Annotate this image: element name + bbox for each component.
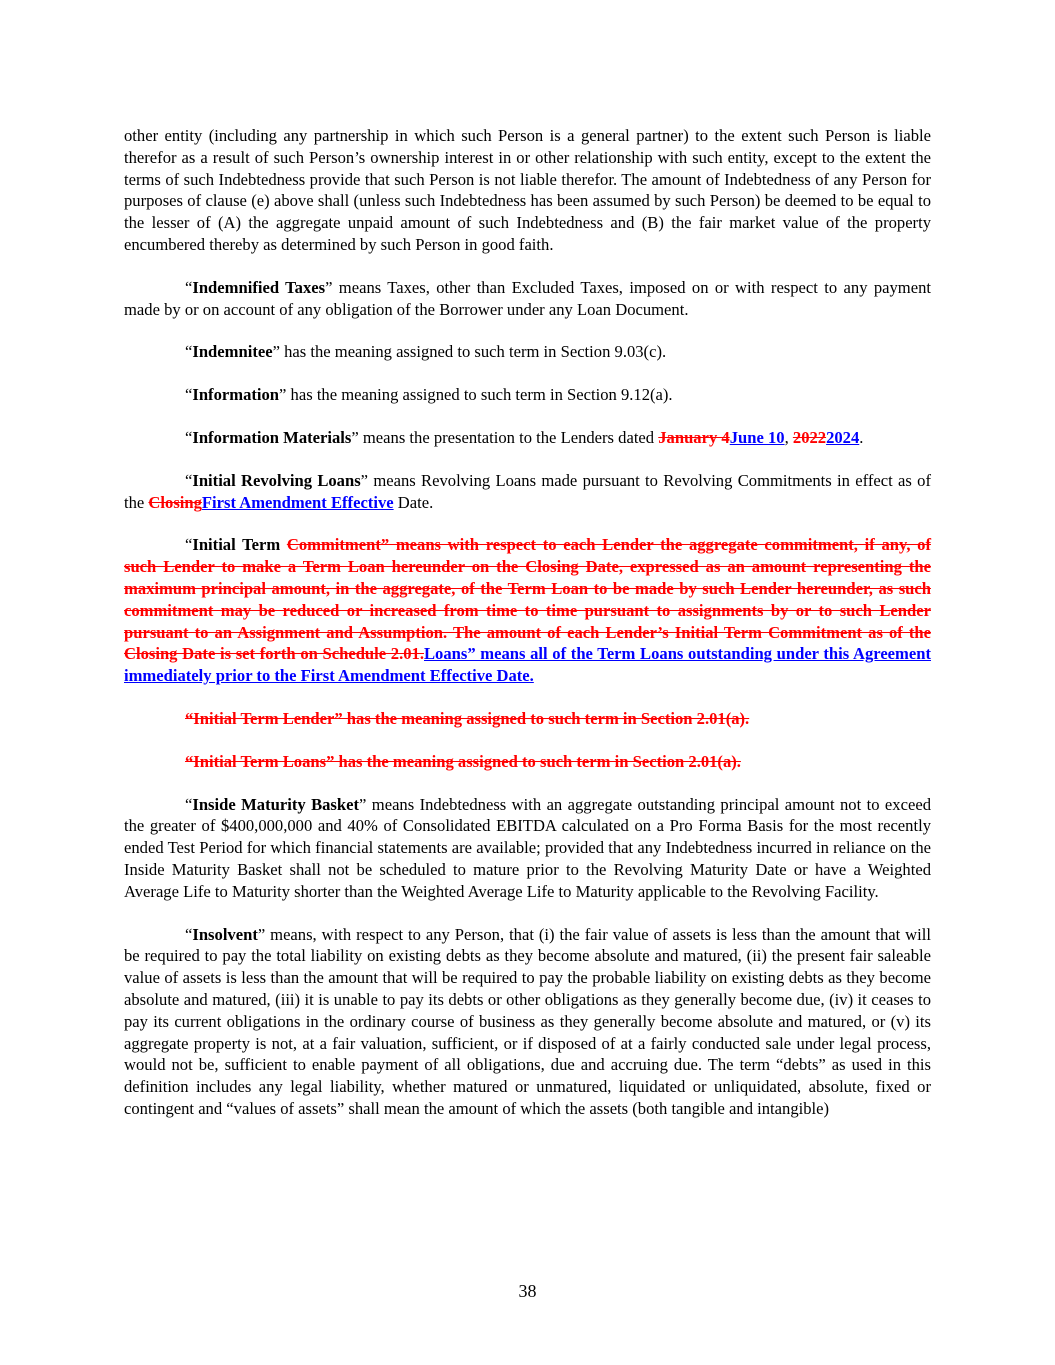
deleted-text: Closing xyxy=(148,492,202,512)
definition-initial-term: “Initial Term Commitment” means with respect to each Lender the aggregate commitment, if any, of such Lender to make a Term Loan hereunder on the Closing Date, expressed as an amount representing the maximum principal amount, in the aggregate, of the Term Loan to be made by such Lender hereunder, as such commitment may be reduced or increased from time to time pursuant to assignments by or to such Lender pursuant to an Assignment and Assumption. The amount of each Lender’s Initial Term Commitment as of the Closing Date is set forth on Schedule 2.01.Loans” means all of the Term Loans outstanding under this Agreement immediately prior to the First Amendment Effective Date. xyxy=(124,535,931,686)
definition-inside-maturity-basket: “Inside Maturity Basket” means Indebtedness with an aggregate outstanding principal amount not to exceed the greater of $400,000,000 and 40% of Consolidated EBITDA calculated on a Pro Forma Basis for the most recently ended Test Period for which financial statements are available; provided that any Indebtedness incurred in reliance on the Inside Maturity Basket shall not be scheduled to mature prior to the Revolving Maturity Date or have a Weighted Average Life to Maturity shorter than the Weighted Average Life to Maturity applicable to the Revolving Facility. xyxy=(124,794,931,901)
inserted-text: Loans” means all of the Term Loans outstanding under this Agreement immediately prior to the First Amendment Effective Date. xyxy=(124,644,931,686)
definition-indemnified-taxes: “Indemnified Taxes” means Taxes, other than Excluded Taxes, imposed on or with respect to any payment made by or on account of any obligation of the Borrower under any Loan Document. xyxy=(124,277,931,319)
definition-insolvent: “Insolvent” means, with respect to any Person, that (i) the fair value of assets is less than the amount that will be required to pay the total liability on existing debts as they become absolute and matured, (ii) the present fair saleable value of assets is less than the amount that will be required to pay the probable liability on existing debts as they become absolute and matured, (iii) it is unable to pay its debts or other obligations as they generally become due, (iv) it ceases to pay its current obligations in the ordinary course of business as they generally become absolute and matured, or (v) its aggregate property is not, at a fair valuation, sufficient, or if disposed of at a fairly conducted sale under legal process, would not be, sufficient to enable payment of all obligations, due and accruing due. The term “debts” as used in this definition includes any legal liability, whether matured or unmatured, liquidated or unliquidated, absolute, fixed or contingent and “values of assets” shall mean the amount of which the assets (both tangible and intangible) xyxy=(124,924,931,1118)
defined-term: Indemnitee xyxy=(192,342,273,362)
definition-initial-term-lender-deleted xyxy=(124,708,931,730)
defined-term: Initial Term xyxy=(192,535,287,555)
definition-initial-revolving-loans: “Initial Revolving Loans” means Revolving Loans made pursuant to Revolving Commitments in effect as of the ClosingFirst Amendment Effective Date. xyxy=(124,470,931,512)
deleted-text: “Initial Term Lender” has the meaning assigned to such term in Section 2.01(a). xyxy=(185,708,750,728)
paragraph-continuation: other entity (including any partnership in which such Person is a general partner) to the extent such Person is liable therefor as a result of such Person’s ownership interest in or other relationship with such entity, except to the extent the terms of such Indebtedness provide that such Person is not liable therefor. The amount of Indebtedness of any Person for purposes of clause (e) above shall (unless such Indebtedness has been assumed by such Person) be deemed to be equal to the lesser of (A) the aggregate unpaid amount of such Indebtedness and (B) the fair market value of the property encumbered thereby as determined by such Person in good faith. xyxy=(124,126,931,254)
deleted-text: 2022 xyxy=(792,427,827,447)
defined-term: Indemnified Taxes xyxy=(192,277,326,297)
definition-information-materials: “Information Materials” means the presentation to the Lenders dated January 4June 10, 20222024. xyxy=(185,427,864,447)
defined-term: Initial Revolving Loans xyxy=(192,470,361,490)
page-number: 38 xyxy=(518,1281,537,1301)
definition-initial-term-loans-deleted xyxy=(124,751,931,773)
defined-term: Insolvent xyxy=(192,924,258,944)
definition-indemnitee: “Indemnitee” has the meaning assigned to such term in Section 9.03(c). xyxy=(185,342,667,362)
deleted-text: Commitment” means with respect to each Lender the aggregate commitment, if any, of such Lender to make a Term Loan hereunder on the Closing Date, expressed as an amount representing the maximum principal amount, in the aggregate, of the Term Loan to be made by such Lender hereunder, as such commitment may be reduced or increased from time to time pursuant to assignments by or to such Lender pursuant to an Assignment and Assumption. The amount of each Lender’s Initial Term Commitment as of the Closing Date is set forth on Schedule 2.01. xyxy=(124,535,931,664)
defined-term: Information xyxy=(192,385,280,405)
defined-term: Inside Maturity Basket xyxy=(192,794,360,814)
defined-term: Information Materials xyxy=(192,427,352,447)
inserted-text: First Amendment Effective xyxy=(201,492,394,512)
inserted-text: June 10 xyxy=(729,427,785,447)
inserted-text: 2024 xyxy=(826,427,860,447)
document-page xyxy=(124,125,931,1141)
deleted-text: “Initial Term Loans” has the meaning assigned to such term in Section 2.01(a). xyxy=(185,751,741,771)
deleted-text: January 4 xyxy=(658,427,730,447)
definition-information: “Information” has the meaning assigned to such term in Section 9.12(a). xyxy=(185,385,673,405)
